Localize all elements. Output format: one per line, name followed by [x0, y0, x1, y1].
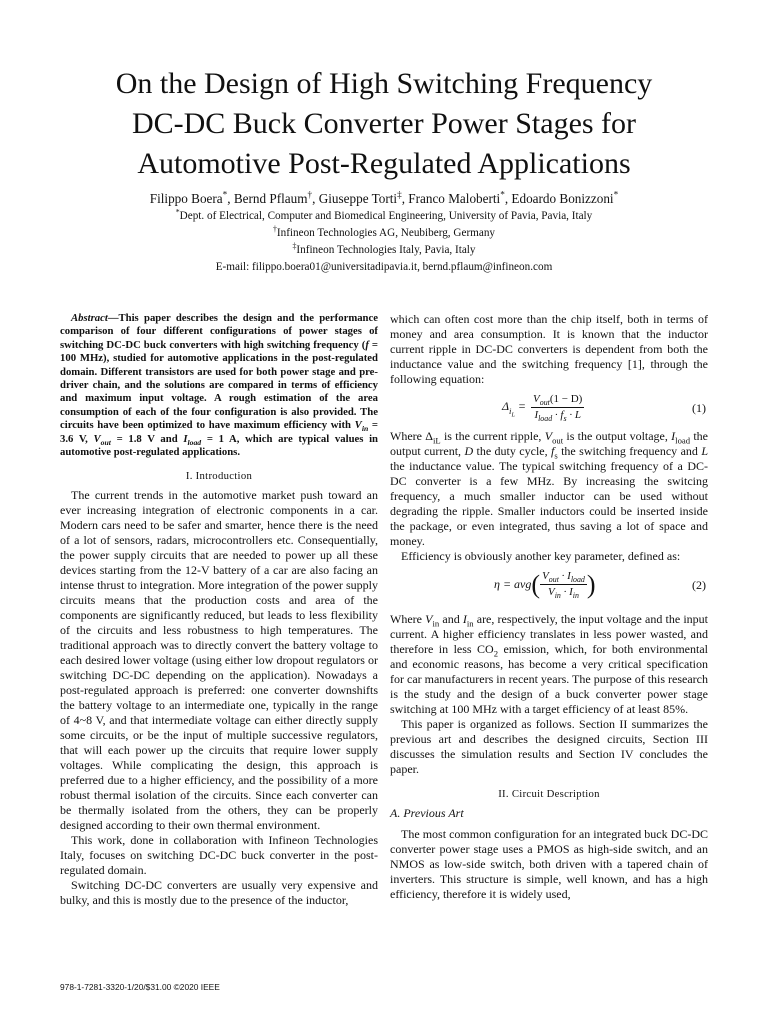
paragraph: The current trends in the automotive market push toward an ever increasing integration of electronic components in a car. Modern cars need to be safer and smarter, hence there is the need of a lot of sensors, radars, microcontrollers etc. Consequentially, the power supply circuits that are needed to power up all these devices starting from the 12-V battery of a car are also facing an intense thrust to integration. More integration of the power supply circuits means that the production costs and area of the components are significantly reduced, but leads to less flexibility of the circuits and less robustness to high temperatures. The traditional approach was to directly convert the battery voltage to each desired lower voltage (using either low dropout regulators or switching DC-DC depending on the application). Nowadays a post-regulated approach is preferred: one converter downshifts the battery voltage to an intermediate one, typically in the range of 4~8 V, and that intermediate voltage can either directly supply some circuits, or be the input of multiple successive regulators, that will each power up the circuits that require lower supply voltages. While complicating the design, this approach is preferred due to a higher efficiency, and the possibility of a more robust thermal isolation of the circuits. Since each converter can be thermally isolated from the others, they can be properly designed according to their own thermal environment. — [60, 488, 378, 833]
copyright-footer: 978-1-7281-3320-1/20/$31.00 ©2020 IEEE — [60, 982, 220, 992]
abstract: Abstract—This paper describes the design and the performance comparison of four different configurations of power stages of switching DC-DC buck converters with high switching frequency (f = 100 MHz), studied for automotive applications in the post-regulated domain. Different transistors are used for both power stage and pre-driver chain, and the solutions are compared in terms of efficiency and maximum input voltage. A rough estimation of the area consumption of each of the four configuration is also provided. The circuits have been optimized to have maximum efficiency with $V_{in} = 3.6$ V, $V_{out} = 1.8$ V and $I_{load} = 1$ A, which are typical values in automotive post-regulated applications. — [60, 312, 379, 459]
author-name: Giuseppe Torti — [318, 191, 398, 206]
paragraph: This paper is organized as follows. Section II summarizes the previous art and describes the designed circuits, Section III discusses the simulation results and Section IV concludes the paper. — [390, 717, 708, 776]
paragraph: The most common configuration for an integrated buck DC-DC converter power stage uses a PMOS as high-side switch, and an NMOS as low-side switch, both driven with a tapered chain of inverters. This structure is simple, well known, and has a high efficiency, therefore it is widely used, — [390, 827, 708, 901]
paragraph: Where $V_{in}$ and $I_{in}$ are, respectively, the input voltage and the input current. A higher efficiency translates in less power wasted, and therefore in less $CO_2$ emission, which, for both environmental and economic reasons, has become a very critical specification for car manufacturers in recent years. The purpose of this research is the study and the design of a buck converter power stage switching at 100 MHz with a target efficiency of at least 85%. — [390, 612, 708, 716]
section-heading: I. Introduction — [185, 470, 253, 483]
equation-number: (2) — [692, 578, 706, 592]
subsection-heading: A. Previous Art — [390, 806, 464, 820]
section-heading: II. Circuit Description — [498, 788, 600, 800]
paragraph: Efficiency is obviously another key parameter, defined as: — [401, 549, 681, 563]
author-list: Filippo Boera*, Bernd Pflaum†, Giuseppe Torti‡, Franco Maloberti*, Edoardo Bonizzoni* — [149, 189, 619, 206]
author-mark: * — [500, 189, 505, 200]
equation-2: η = avg ( $\frac{V_{out} \cdot I_{load}}{V_{in} \cdot I_{in}}$ ) (2) — [494, 569, 706, 601]
abstract-label: Abstract — [71, 312, 108, 324]
paragraph: Where $\Delta_{iL}$ is the current ripple, $V_{out}$ is the output voltage, $I_{load}$ the output current, D the duty cycle, $f_s$ the switching frequency and L the inductance value. The typical switching frequency of a DC-DC converter is a few MHz. By increasing the switcing frequency, a much smaller inductor can be used without degrading the ripple. Smaller inductors could be inserted inside the package, or even integrated, thus saving a lot of space and money. — [390, 429, 708, 548]
author-name: Edoardo Bonizzoni — [511, 191, 614, 206]
paragraph: which can often cost more than the chip itself, both in terms of money and area consumption. It is known that the inductor current ripple in DC-DC converters is dependent from both the inductance value and the switching frequency [1], through the following equation: — [390, 312, 708, 386]
title-line: Automotive Post-Regulated Applications — [137, 147, 631, 180]
email-line: E-mail: filippo.boera01@universitadipavia.it, bernd.pflaum@infineon.com — [215, 261, 553, 273]
author-name: Bernd Pflaum — [233, 191, 308, 206]
affiliation-2: †Infineon Technologies AG, Neubiberg, Germany — [272, 224, 496, 239]
left-column — [60, 312, 378, 908]
author-name: Filippo Boera — [149, 191, 223, 206]
author-mark: * — [613, 189, 619, 200]
author-mark: ‡ — [397, 189, 402, 200]
affiliation-3: ‡Infineon Technologies Italy, Pavia, Italy — [292, 241, 476, 256]
equation-number: (1) — [692, 401, 706, 415]
author-name: Franco Maloberti — [408, 191, 501, 206]
paragraph: This work, done in collaboration with Infineon Technologies Italy, focuses on switching DC-DC buck converter in the post-regulated domain. — [60, 833, 378, 878]
author-mark: † — [307, 189, 313, 200]
right-column — [390, 312, 708, 902]
affiliations — [40, 208, 728, 276]
paragraph: Switching DC-DC converters are usually very expensive and bulky, and this is mostly due to the presence of the inductor, — [60, 878, 378, 908]
affiliation-1: *Dept. of Electrical, Computer and Biomedical Engineering, University of Pavia, Pavia, Italy — [175, 207, 593, 222]
title-line: On the Design of High Switching Frequency — [115, 67, 653, 100]
equation-1: $\Delta_{i_L}$ = $\frac{V_{out}(1 - D)}{I_{load} \cdot f_s \cdot L}$ (1) — [502, 393, 706, 424]
title-line: DC-DC Buck Converter Power Stages for — [131, 107, 637, 140]
paper-title — [40, 64, 728, 184]
author-mark: * — [222, 189, 228, 200]
